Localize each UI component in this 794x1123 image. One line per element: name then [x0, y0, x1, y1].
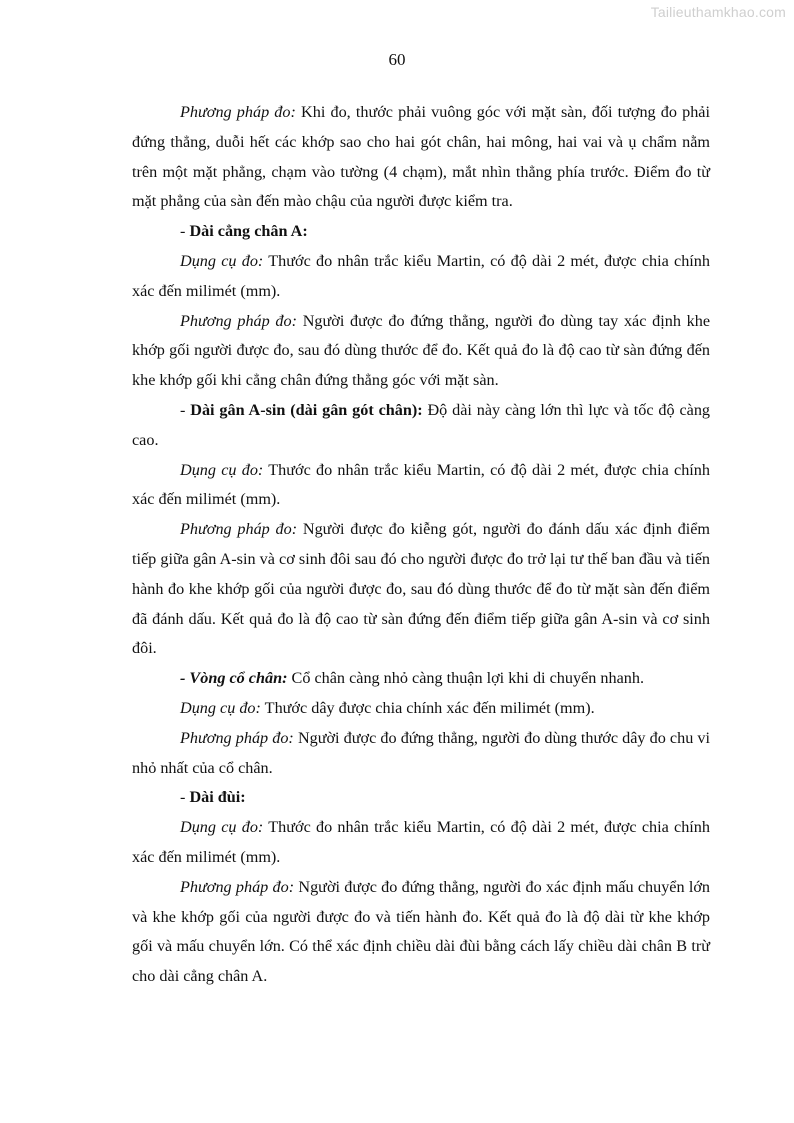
paragraph	[132, 217, 710, 247]
field-label: Dụng cụ đo:	[180, 460, 264, 479]
field-label: Dụng cụ đo:	[180, 251, 264, 270]
paragraph	[132, 307, 710, 396]
watermark-text: Tailieuthamkhao.com	[650, 4, 786, 20]
paragraph-text: -	[180, 222, 190, 241]
paragraph	[132, 664, 710, 694]
section-heading: Dài đùi:	[189, 788, 246, 807]
field-label: Dụng cụ đo:	[180, 698, 261, 717]
field-label: Phương pháp đo:	[180, 520, 298, 539]
paragraph	[132, 694, 710, 724]
paragraph	[132, 98, 710, 217]
page-number: 60	[388, 50, 406, 69]
section-heading: Dài gân A-sin (dài gân gót chân):	[190, 400, 423, 419]
paragraph	[132, 873, 710, 992]
section-heading: Dài cẳng chân A:	[189, 222, 308, 241]
field-label: Phương pháp đo:	[180, 877, 295, 896]
field-label: Phương pháp đo:	[180, 311, 298, 330]
paragraph	[132, 396, 710, 456]
paragraph-text: Người được đo kiễng gót, người đo đánh dấu xác định điểm tiếp giữa gân A-sin và cơ sinh đôi sau đó cho người được đo trở lại tư thế ban đầu và tiến hành đo khe khớp gối của người được đo, sau đó dùng thước để đo từ mặt sàn đến điểm đã đánh dấu. Kết quả đo là độ cao từ sàn đứng đến điểm tiếp giữa gân A-sin và cơ sinh đôi.	[132, 520, 711, 658]
paragraph-text: Người được đo đứng thẳng, người đo xác định mấu chuyển lớn và khe khớp gối của người được đo và tiến hành đo. Kết quả đo là độ dài từ khe khớp gối và mấu chuyển lớn. Có thể xác định chiều dài đùi bằng cách lấy chiều dài chân B trừ cho dài cẳng chân A.	[132, 877, 710, 986]
paragraph-text: Khi đo, thước phải vuông góc với mặt sàn, đối tượng đo phải đứng thẳng, duỗi hết các khớp sao cho hai gót chân, hai mông, hai vai và ụ chẩm nằm trên một mặt phẳng, chạm vào tường (4 chạm), mắt nhìn thẳng phía trước. Điểm đo từ mặt phẳng của sàn đến mào chậu của người được kiểm tra.	[132, 103, 710, 211]
paragraph	[132, 515, 710, 664]
document-body	[132, 98, 710, 992]
paragraph	[132, 247, 710, 307]
paragraph-text: Thước đo nhân trắc kiểu Martin, có độ dài 2 mét, được chia chính xác đến milimét (mm).	[132, 251, 710, 300]
section-heading: - Vòng cổ chân:	[180, 669, 288, 688]
paragraph	[132, 456, 710, 516]
paragraph-text: -	[180, 400, 191, 419]
paragraph	[132, 813, 710, 873]
paragraph-text: Người được đo đứng thẳng, người đo dùng thước dây đo chu vi nhỏ nhất của cổ chân.	[132, 728, 710, 777]
field-label: Phương pháp đo:	[180, 103, 296, 121]
paragraph-text: Thước dây được chia chính xác đến milimét (mm).	[260, 698, 595, 717]
paragraph-text: Thước đo nhân trắc kiểu Martin, có độ dài 2 mét, được chia chính xác đến milimét (mm).	[132, 460, 710, 509]
field-label: Phương pháp đo:	[180, 728, 294, 747]
paragraph-text: Độ dài này càng lớn thì lực và tốc độ càng cao.	[132, 400, 711, 449]
paragraph	[132, 724, 710, 784]
field-label: Dụng cụ đo:	[180, 818, 264, 837]
paragraph	[132, 783, 710, 813]
paragraph-text: -	[180, 788, 190, 807]
paragraph-text: Thước đo nhân trắc kiểu Martin, có độ dài 2 mét, được chia chính xác đến milimét (mm).	[132, 818, 710, 866]
paragraph-text: Người được đo đứng thẳng, người đo dùng tay xác định khe khớp gối người được đo, sau đó dùng thước để đo. Kết quả đo là độ cao từ sàn đứng đến khe khớp gối khi cẳng chân đứng thẳng góc với mặt sàn.	[132, 311, 710, 390]
paragraph-text: Cổ chân càng nhỏ càng thuận lợi khi di chuyển nhanh.	[287, 669, 644, 688]
